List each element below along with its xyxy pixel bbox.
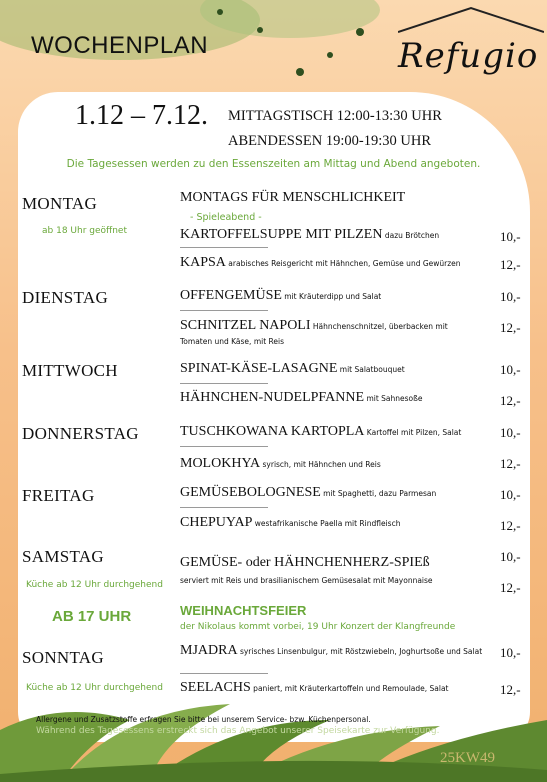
dish-5: HÄHNCHEN-NUDELPFANNE mit Sahnesoße	[180, 390, 423, 405]
logo-text: Refugio	[398, 36, 539, 76]
dish-1: KAPSA arabisches Reisgericht mit Hähnchen, Gemüse und Gewürzen	[180, 255, 461, 270]
page-title: WOCHENPLAN	[31, 32, 209, 59]
dish-7: MOLOKHYA syrisch, mit Hähnchen und Reis	[180, 456, 381, 471]
price-4: 10,-	[500, 362, 521, 377]
grass-decoration	[0, 690, 547, 782]
week-dates: 1.12 – 7.12.	[75, 100, 208, 131]
abendessen-time: ABENDESSEN 19:00-19:30 UHR	[228, 133, 432, 149]
price-10: 10,-	[500, 549, 521, 564]
price-6: 10,-	[500, 425, 521, 440]
divider	[180, 673, 268, 674]
dish-10-desc: serviert mit Reis und brasilianischem Gemüsesalat mit Mayonnaise	[180, 576, 433, 585]
divider	[180, 446, 268, 447]
samstag-note: Küche ab 12 Uhr durchgehend	[26, 580, 163, 590]
montag-heading: MONTAGS FÜR MENSCHLICHKEIT	[180, 190, 406, 205]
dish-8: GEMÜSEBOLOGNESE mit Spaghetti, dazu Parmesan	[180, 485, 437, 500]
dish-2: OFFENGEMÜSE mit Kräuterdipp und Salat	[180, 288, 382, 303]
daily-dish-note: Die Tagesessen werden zu den Essenszeiten am Mittag und Abend angeboten.	[66, 158, 481, 170]
xmas-title: WEIHNACHTSFEIER	[180, 603, 307, 618]
price-5: 12,-	[500, 393, 521, 408]
price-1: 12,-	[500, 257, 521, 272]
dish-0: KARTOFFELSUPPE MIT PILZEN dazu Brötchen	[180, 227, 440, 242]
day-sonntag: SONNTAG	[22, 648, 104, 667]
price-12: 12,-	[500, 682, 521, 697]
dish-12: SEELACHS paniert, mit Kräuterkartoffeln und Remoulade, Salat	[180, 680, 449, 695]
dish-6: TUSCHKOWANA KARTOPLA Kartoffel mit Pilzen, Salat	[180, 424, 462, 439]
divider	[180, 383, 268, 384]
day-donnerstag: DONNERSTAG	[22, 424, 139, 443]
speisekarte-note: Während des Tagesessens erstreckt sich das Angebot unserer Speisekarte zur Verfügung.	[36, 726, 440, 736]
divider	[180, 247, 268, 248]
price-10b: 12,-	[500, 580, 521, 595]
allergen-note: Allergene und Zusatzstoffe erfragen Sie bitte bei unserem Service- bzw. Küchenpersonal.	[36, 715, 371, 724]
price-0: 10,-	[500, 229, 521, 244]
divider	[180, 507, 268, 508]
spieleabend: - Spieleabend -	[190, 212, 262, 223]
sonntag-note: Küche ab 12 Uhr durchgehend	[26, 683, 163, 693]
mittagstisch-time: MITTAGSTISCH 12:00-13:30 UHR	[228, 108, 442, 124]
dish-9: CHEPUYAP westafrikanische Paella mit Rindfleisch	[180, 515, 401, 530]
ab17-label: AB 17 UHR	[52, 608, 132, 625]
dish-10-name: GEMÜSE- oder HÄHNCHENHERZ-SPIEß	[180, 555, 430, 570]
xmas-sub: der Nikolaus kommt vorbei, 19 Uhr Konzert der Klangfreunde	[180, 622, 456, 632]
price-8: 10,-	[500, 487, 521, 502]
day-dienstag: DIENSTAG	[22, 288, 109, 307]
calendar-week: 25KW49	[440, 750, 495, 766]
dish-11: MJADRA syrisches Linsenbulgur, mit Röstzwiebeln, Joghurtsoße und Salat	[180, 643, 483, 658]
dish-4: SPINAT-KÄSE-LASAGNE mit Salatbouquet	[180, 361, 405, 376]
dish-3: SCHNITZEL NAPOLI Hähnchenschnitzel, überbacken mit Tomaten und Käse, mit Reis	[180, 318, 448, 346]
price-7: 12,-	[500, 456, 521, 471]
day-montag: MONTAG	[22, 194, 98, 213]
day-samstag: SAMSTAG	[22, 547, 104, 566]
price-11: 10,-	[500, 645, 521, 660]
price-2: 10,-	[500, 289, 521, 304]
day-freitag: FREITAG	[22, 486, 95, 505]
price-3: 12,-	[500, 320, 521, 335]
divider	[180, 310, 268, 311]
day-mittwoch: MITTWOCH	[22, 361, 118, 380]
montag-note: ab 18 Uhr geöffnet	[42, 226, 127, 236]
price-9: 12,-	[500, 518, 521, 533]
